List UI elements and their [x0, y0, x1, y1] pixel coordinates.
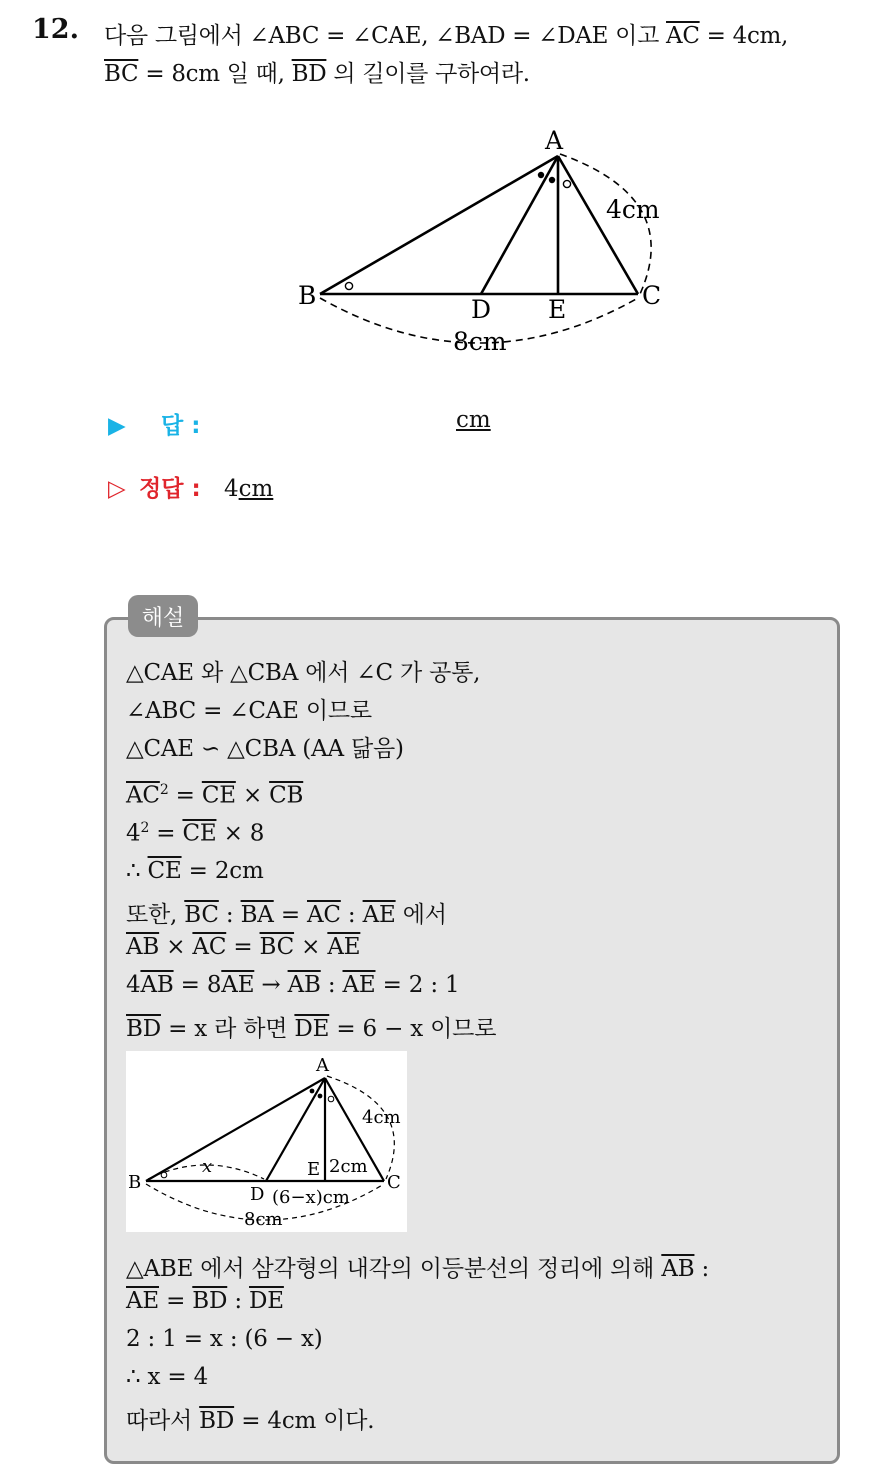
triangle-figure: [288, 118, 688, 363]
label-ac-length: 4cm: [606, 195, 660, 224]
question-number: 12.: [32, 14, 79, 45]
correct-answer-row: [108, 470, 273, 503]
answer-row: [108, 407, 491, 440]
angle-mark-circle: [563, 180, 570, 187]
angle-mark-dot: [538, 172, 544, 178]
solution-line-14: ∴ x = 4: [126, 1364, 209, 1390]
solution-line-3: △CAE ∽ △CBA (AA 닮음): [126, 736, 404, 762]
solution-line-1: △CAE 와 △CBA 에서 ∠C 가 공통,: [126, 660, 481, 686]
triangle-figure-with-lengths: [126, 1051, 407, 1232]
label-d: D: [250, 1184, 265, 1205]
label-bc-length: 8cm: [244, 1209, 283, 1230]
angle-mark-dot: [318, 1094, 323, 1099]
solution-line-7: 또한, $\overline{BC}$ : $\overline{BA} = \overline{AC}$ : $\overline{AE}$ 에서: [126, 902, 447, 928]
solution-line-13: 2 : 1 = x : (6 − x): [126, 1326, 323, 1352]
solution-tag: 해설: [128, 595, 198, 637]
solution-line-8: $\overline{AB} \times \overline{AC} = \overline{BC} \times \overline{AE}$: [126, 934, 361, 960]
solution-line-6: ∴ $\overline{CE} = 2cm$: [126, 858, 264, 884]
solution-line-9: $4\overline{AB} = 8\overline{AE} \to \overline{AB}$ : $\overline{AE} = 2$ : 1: [126, 972, 460, 998]
label-e: E: [307, 1159, 321, 1180]
hollow-arrow-icon: ▷: [108, 476, 126, 502]
label-a: A: [316, 1055, 329, 1076]
label-a: A: [545, 126, 564, 155]
solution-line-15: 따라서 $\overline{BD} = 4cm$ 이다.: [126, 1408, 375, 1434]
solution-line-5: $4^2 = \overline{CE} \times 8$: [126, 820, 265, 847]
label-bc-length: 8cm: [453, 327, 507, 356]
play-arrow-icon: ▶: [108, 413, 126, 439]
solution-line-10: $\overline{BD} = x$ 라 하면 $\overline{DE} = 6 - x$ 이므로: [126, 1016, 497, 1042]
angle-mark-dot: [549, 177, 555, 183]
label-bd-length: x: [202, 1156, 213, 1177]
label-c: C: [387, 1172, 401, 1193]
label-e: E: [548, 295, 567, 324]
answer-unit: cm: [456, 407, 491, 433]
angle-mark-circle: [328, 1096, 334, 1102]
correct-answer-value: 4: [223, 476, 239, 502]
answer-label: 답 :: [161, 413, 201, 439]
angle-mark-circle: [345, 282, 352, 289]
correct-answer-unit: cm: [238, 476, 274, 502]
solution-line-12: $\overline{AE} = \overline{BD}$ : $\overline{DE}$: [126, 1288, 284, 1314]
solution-line-4: $\overline{AC}^2 = \overline{CE} \times \overline{CB}$: [126, 782, 304, 809]
label-ac-length: 4cm: [362, 1107, 401, 1128]
label-b: B: [298, 281, 317, 310]
label-b: B: [128, 1172, 142, 1193]
angle-mark-circle: [161, 1172, 167, 1178]
solution-line-11: △ABE 에서 삼각형의 내각의 이등분선의 정리에 의해 $\overline{AB}$ :: [126, 1256, 710, 1282]
label-de-length: (6−x)cm: [272, 1187, 350, 1208]
label-d: D: [471, 295, 492, 324]
angle-mark-dot: [310, 1089, 315, 1094]
solution-line-2: ∠ABC = ∠CAE 이므로: [126, 698, 372, 724]
correct-answer-label: 정답 :: [139, 476, 201, 502]
question-text-line2: $\overline{BC} = 8cm$ 일 때, $\overline{BD}$ 의 길이를 구하여라.: [104, 61, 530, 87]
question-text-line1: 다음 그림에서 ∠ABC = ∠CAE, ∠BAD = ∠DAE 이고 $\overline{AC} = 4cm$,: [104, 23, 789, 49]
label-c: C: [642, 281, 662, 310]
label-ce-length: 2cm: [329, 1156, 368, 1177]
